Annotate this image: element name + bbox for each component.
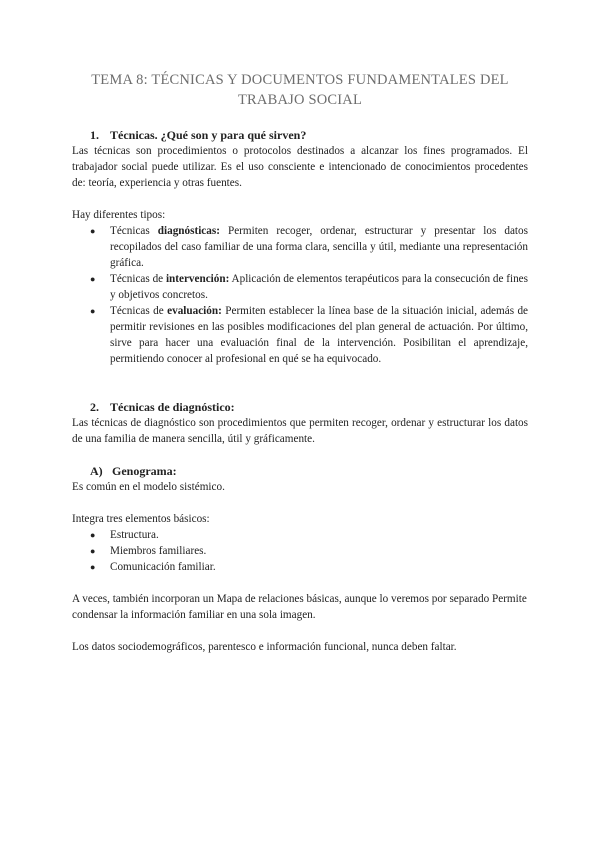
- elements-label: Integra tres elementos básicos:: [72, 513, 210, 525]
- types-list: [72, 223, 528, 367]
- types-block: [72, 207, 528, 367]
- bullet-icon: ●: [90, 306, 96, 316]
- section-2-title: Técnicas de diagnóstico:: [110, 400, 235, 414]
- section-2-number: 2.: [90, 400, 99, 414]
- types-label: Hay diferentes tipos:: [72, 209, 166, 221]
- bullet-icon: ●: [90, 274, 96, 284]
- genograma-heading: [90, 463, 177, 479]
- list-item: ● Técnicas de evaluación: Permiten establecer la línea base de la situación inicial, además de permitir revisiones en las posibles modificaciones del plan general de actuación. Por último, sirve para hacer una evaluación final de la intervención. Posibilitan el aprendizaje, permitiendo conocer al profesional en qué se ha equivocado.: [90, 305, 529, 365]
- section-2-body: [72, 415, 528, 447]
- section-1-intro: Las técnicas son procedimientos o protocolos destinados a alcanzar los fines programados. El trabajador social puede utilizar. Es el uso consciente e intencionado de conocimientos procedentes de: teoría, experiencia y otras fuentes.: [72, 145, 528, 189]
- subsection-label: A): [90, 464, 103, 478]
- genograma-text: Es común en el modelo sistémico.: [72, 481, 225, 493]
- section-1-heading: [90, 127, 306, 143]
- paragraph-datos: Los datos sociodemográficos, parentesco e información funcional, nunca deben faltar.: [72, 641, 457, 653]
- bullet-icon: ●: [90, 226, 96, 236]
- section-2-heading: [90, 399, 235, 415]
- section-1-number: 1.: [90, 128, 99, 142]
- bullet-icon: ●: [90, 562, 96, 572]
- list-item: ● Miembros familiares.: [90, 545, 207, 557]
- list-item: ● Técnicas de intervención: Aplicación de elementos terapéuticos para la consecución de fines y objetivos concretos.: [90, 273, 528, 301]
- list-item: ● Estructura.: [90, 529, 159, 541]
- section-1-body: [72, 143, 528, 191]
- section-2-intro: Las técnicas de diagnóstico son procedimientos que permiten recoger, ordenar y estructurar los datos de una familia de manera sencilla, útil y gráficamente.: [72, 417, 528, 445]
- page-title: TEMA 8: TÉCNICAS Y DOCUMENTOS FUNDAMENTALES DEL TRABAJO SOCIAL: [91, 72, 509, 108]
- list-item: ● Comunicación familiar.: [90, 561, 216, 573]
- bullet-icon: ●: [90, 546, 96, 556]
- section-1-title: Técnicas. ¿Qué son y para qué sirven?: [110, 128, 307, 142]
- subsection-title: Genograma:: [112, 464, 177, 478]
- list-item: ● Técnicas diagnósticas: Permiten recoger, ordenar, estructurar y presentar los datos recopilados del caso familiar de una forma clara, sencilla y útil, mediante una representación gráfica.: [90, 225, 528, 269]
- elements-list: [72, 527, 528, 575]
- bullet-icon: ●: [90, 530, 96, 540]
- paragraph-mapa: A veces, también incorporan un Mapa de relaciones básicas, aunque lo veremos por separado Permite condensar la información familiar en una sola imagen.: [72, 593, 527, 621]
- elements-block: [72, 511, 528, 575]
